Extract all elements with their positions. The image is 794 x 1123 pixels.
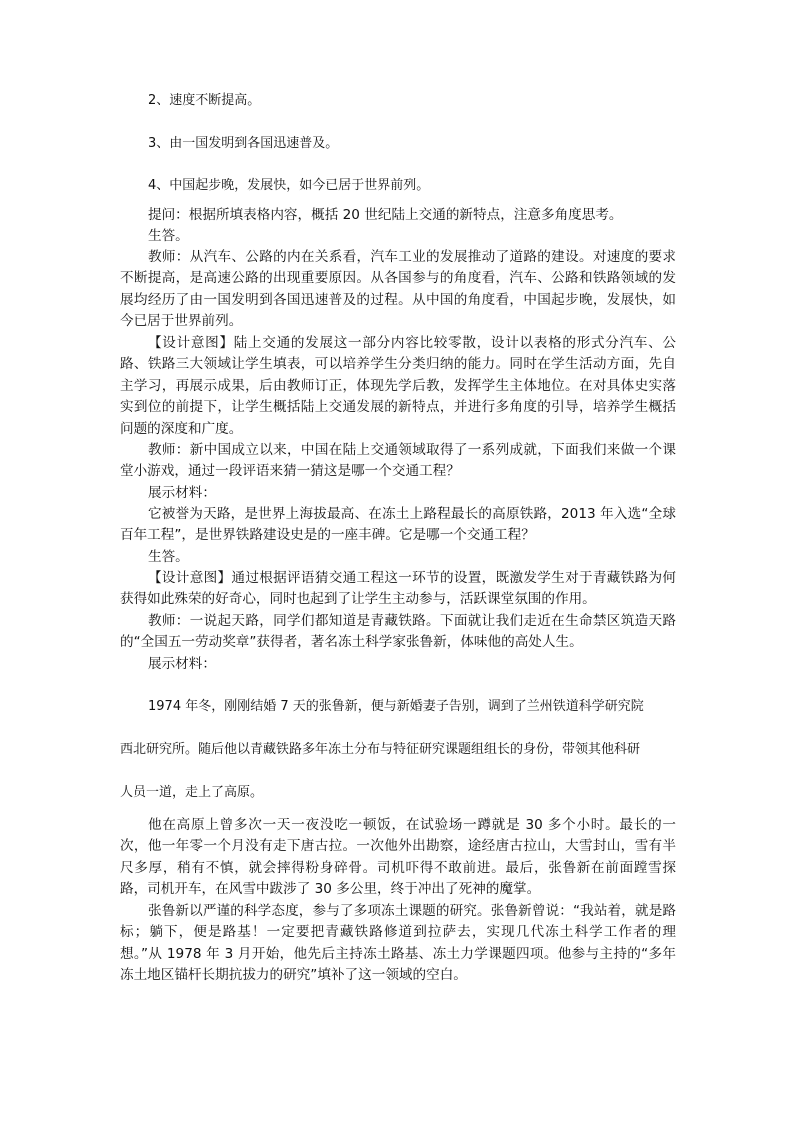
story-paragraph-2: 他在高原上曾多次一天一夜没吃一顿饭，在试验场一蹲就是 30 多个小时。最长的一次，他一年零一个月没有走下唐古拉。一次他外出勘察，途经唐古拉山，大雪封山，雪有半尺多厚，稍有不慎，就会摔得粉身碎骨。司机吓得不敢前进。最后，张鲁新在前面蹚雪探路，司机开车，在风雪中跋涉了 30 多公里，终于冲出了死神的魔掌。 <box>120 817 676 898</box>
student-answer-2: 生答。 <box>148 549 189 565</box>
list-item-4: 4、中国起步晚，发展快，如今已居于世界前列。 <box>148 178 430 193</box>
design-intent-2: 【设计意图】通过根据评语猜交通工程这一环节的设置，既激发学生对于青藏铁路为何获得如此殊荣的好奇心，同时也起到了让学生主动参与，活跃课堂氛围的作用。 <box>120 570 676 608</box>
story-line-1: 1974 年冬，刚刚结婚 7 天的张鲁新，便与新婚妻子告别，调到了兰州铁道科学研究院 <box>148 699 644 714</box>
material-paragraph-1: 它被誉为天路，是世界上海拔最高、在冻土上路程最长的高原铁路，2013 年入选“全球百年工程”，是世界铁路建设史是的一座丰碑。它是哪一个交通工程？ <box>120 506 676 544</box>
story-paragraph-3: 张鲁新以严谨的科学态度，参与了多项冻土课题的研究。张鲁新曾说：“我站着，就是路标；躺下，便是路基！一定要把青藏铁路修道到拉萨去，实现几代冻土科学工作者的理想。”从 1978 年 3 月开始，他先后主持冻土路基、冻土力学课题四项。他参与主持的“多年冻土地区锚杆长期抗拔力的研究”填补了这一领域的空白。 <box>120 903 676 984</box>
material-label-2: 展示材料： <box>148 656 216 672</box>
list-item-3: 3、由一国发明到各国迅速普及。 <box>148 136 339 151</box>
material-label-1: 展示材料： <box>148 485 216 501</box>
teacher-paragraph-3: 教师：一说起天路，同学们都知道是青藏铁路。下面就让我们走近在生命禁区筑造天路的“全国五一劳动奖章”获得者，著名冻土科学家张鲁新，体味他的高处人生。 <box>120 613 676 651</box>
story-line-3: 人员一道，走上了高原。 <box>120 785 264 800</box>
story-line-2: 西北研究所。随后他以青藏铁路多年冻土分布与特征研究课题组组长的身份，带领其他科研 <box>120 742 641 757</box>
question-paragraph: 提问：根据所填表格内容，概括 20 世纪陆上交通的新特点，注意多角度思考。 <box>148 207 623 223</box>
list-item-2: 2、速度不断提高。 <box>148 93 261 108</box>
design-intent-1: 【设计意图】陆上交通的发展这一部分内容比较零散，设计以表格的形式分汽车、公路、铁路三大领域让学生填表，可以培养学生分类归纳的能力。同时在学生活动方面，先自主学习，再展示成果，后由教师订正，体现先学后教，发挥学生主体地位。在对具体史实落实到位的前提下，让学生概括陆上交通发展的新特点，并进行多角度的引导，培养学生概括问题的深度和广度。 <box>120 335 676 437</box>
teacher-paragraph-2: 教师：新中国成立以来，中国在陆上交通领域取得了一系列成就，下面我们来做一个课堂小游戏，通过一段评语来猜一猜这是哪一个交通工程？ <box>120 442 676 480</box>
student-answer-1: 生答。 <box>148 228 189 244</box>
teacher-paragraph-1: 教师：从汽车、公路的内在关系看，汽车工业的发展推动了道路的建设。对速度的要求不断提高，是高速公路的出现重要原因。从各国参与的角度看，汽车、公路和铁路领域的发展均经历了由一国发明到各国迅速普及的过程。从中国的角度看，中国起步晚，发展快，如今已居于世界前列。 <box>120 249 676 330</box>
